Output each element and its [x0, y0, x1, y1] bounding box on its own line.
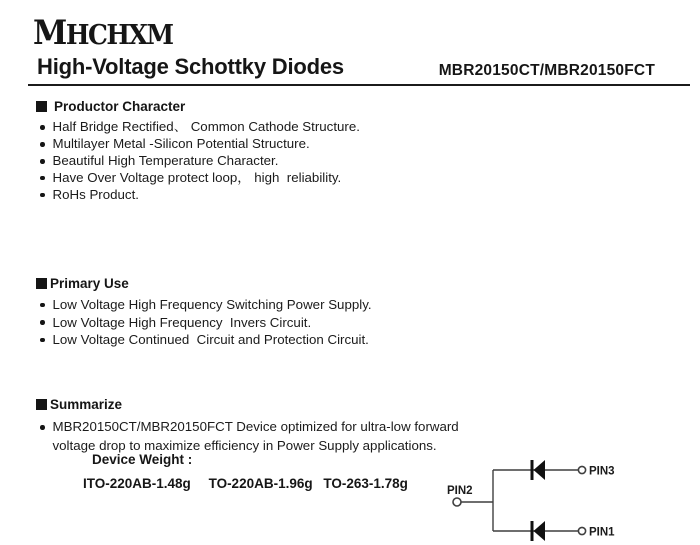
- list-item: [36, 119, 360, 136]
- section-summarize: [36, 397, 505, 456]
- list-item: [36, 136, 360, 153]
- summary-text: MBR20150CT/MBR20150FCT Device optimized for ultra-low forward voltage drop to maximize efficiency in Power Supply applications.: [52, 419, 459, 453]
- list-item-text: RoHs Product.: [52, 186, 139, 202]
- primary-bullet-list: [36, 296, 372, 349]
- square-marker-icon: [36, 278, 47, 289]
- list-item: [36, 170, 360, 187]
- pin3-terminal-circle: [578, 466, 585, 473]
- list-item-text: Half Bridge Rectified、 Common Cathode Structure.: [52, 119, 360, 134]
- section-heading-label: Primary Use: [50, 276, 129, 291]
- section-heading: [36, 397, 505, 412]
- section-primary-use: [36, 276, 372, 349]
- pin2-label: PIN2: [447, 485, 473, 497]
- pin1-label: PIN1: [589, 526, 615, 539]
- list-item: [36, 296, 372, 314]
- list-item: [36, 314, 372, 332]
- bullet-dot-icon: [40, 303, 45, 308]
- square-marker-icon: [36, 399, 47, 410]
- list-item-text: Low Voltage High Frequency Switching Power Supply.: [52, 297, 372, 312]
- common-cathode-circuit-diagram: [435, 450, 665, 545]
- section-heading: [36, 99, 360, 114]
- bullet-dot-icon: [40, 193, 45, 198]
- list-item: [36, 331, 372, 349]
- section-heading-label: Productor Character: [54, 99, 186, 114]
- list-item-text: Low Voltage High Frequency Invers Circuit.: [52, 314, 312, 330]
- section-productor-character: [36, 99, 360, 204]
- list-item-text: Multilayer Metal -Silicon Potential Structure.: [52, 135, 310, 151]
- bullet-dot-icon: [40, 142, 45, 147]
- square-marker-icon: [36, 101, 47, 112]
- bullet-dot-icon: [40, 125, 45, 130]
- brand-logo: MHCHXM: [33, 13, 173, 53]
- list-item-text: Have Over Voltage protect loop， high reliability.: [52, 169, 342, 185]
- bullet-dot-icon: [40, 176, 45, 181]
- weight-to220ab: TO-220AB-1.96g: [208, 476, 313, 491]
- device-weight-values: [83, 476, 408, 491]
- pin1-terminal-circle: [578, 527, 585, 534]
- productor-bullet-list: [36, 119, 360, 204]
- pin3-label: PIN3: [589, 465, 615, 478]
- diode-symbol-bottom: [532, 521, 545, 541]
- circuit-wires: [461, 470, 578, 531]
- list-item: [36, 153, 360, 170]
- pin2-terminal-circle: [453, 498, 461, 506]
- list-item: [36, 187, 360, 204]
- weight-to263: TO-263-1.78g: [323, 476, 408, 491]
- bullet-dot-icon: [40, 159, 45, 164]
- section-heading: [36, 276, 372, 291]
- bullet-dot-icon: [40, 338, 45, 343]
- diode-symbol-top: [532, 460, 545, 480]
- section-heading-label: Summarize: [50, 397, 123, 412]
- list-item-text: Low Voltage Continued Circuit and Protection Circuit.: [52, 332, 369, 348]
- device-weight-label: Device Weight :: [92, 452, 193, 467]
- part-number: MBR20150CT/MBR20150FCT: [438, 62, 655, 79]
- page-title: High-Voltage Schottky Diodes: [37, 54, 344, 79]
- list-item-text: Beautiful High Temperature Character.: [52, 152, 279, 168]
- bullet-dot-icon: [40, 320, 45, 325]
- header-divider: [28, 84, 690, 86]
- bullet-dot-icon: [40, 425, 45, 430]
- weight-ito220ab: ITO-220AB-1.48g: [83, 476, 191, 491]
